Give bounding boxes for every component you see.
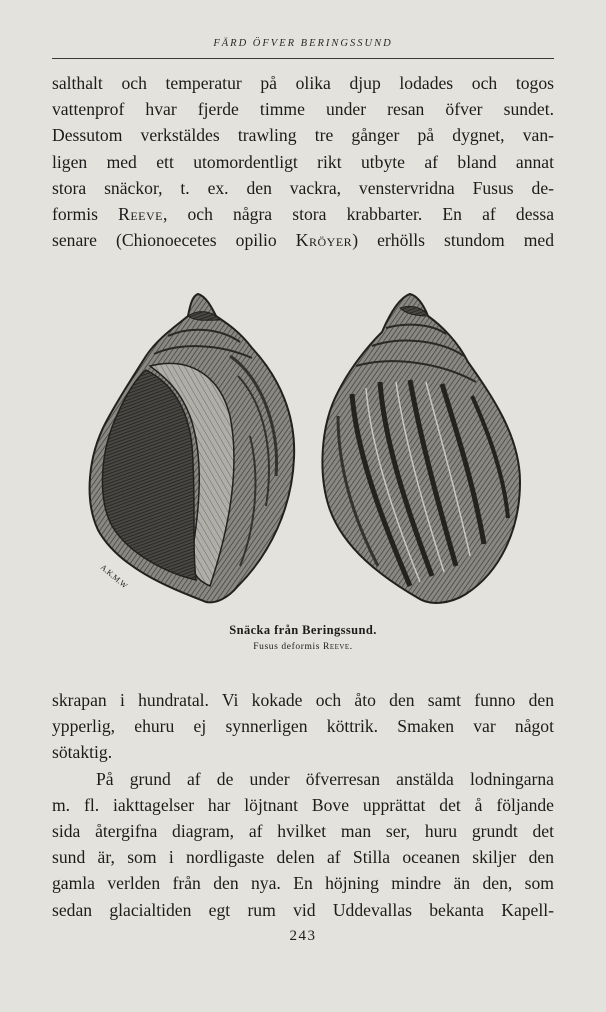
bottom-paragraph [52,687,554,923]
text-fragment: , och några stora krabbarter. En af dessa [162,204,555,225]
top-paragraph [52,70,554,253]
text-fragment: ) erhölls stundom med [352,230,554,251]
text-line: m. fl. iakttagelser har löjtnant Bove upprättat det å följande [52,794,554,815]
text-line: sedan glacialtiden egt rum vid Uddevallas bekanta Kapell- [52,899,554,920]
text-line [52,227,554,253]
shell-engraving [80,286,540,616]
text-fragment: formis [52,204,119,225]
text-line: salthalt och temperatur på olika djup lodades och togos [52,73,554,93]
text-line: På grund af de under öfverresan anstälda lodningarna [96,768,554,789]
text-line: sida återgifna diagram, af hvilket man ser, huru grundt det [52,821,554,842]
text-line: ligen med ett utomordentligt rikt utbyte af bland annat [52,151,554,172]
engraver-mark: A.K.M.W [98,562,130,591]
author-name: Reeve [322,642,350,652]
text-line [52,201,554,227]
page-number: 243 [289,928,317,944]
shell-aperture-view [90,294,295,602]
text-fragment: senare (Chionoecetes opilio [52,230,296,251]
text-line: sötaktig. [52,742,113,763]
species-name: Fusus deformis [253,642,323,652]
running-head: FÄRD ÖFVER BERINGSSUND [213,38,393,49]
figure-caption-title: Snäcka från Beringssund. [229,623,377,637]
author-name: Reeve [118,204,163,225]
text-line: Dessutom verkstäldes trawling tre gånger på dygnet, van- [52,125,554,146]
header-rule [52,58,554,59]
text-line: ypperlig, ehuru ej synnerligen köttrik. Smaken var något [52,716,554,737]
text-line: skrapan i hundratal. Vi kokade och åto den samt funno den [52,690,554,710]
text-line: vattenprof hvar fjerde timme under resan öfver sundet. [52,99,554,120]
text-line: stora snäckor, t. ex. den vackra, venstervridna Fusus de- [52,177,554,198]
text-line: sund är, som i nordligaste delen af Stilla oceanen skiljer den [52,847,554,868]
text-line: gamla verlden från den nya. En höjning mindre än den, som [52,873,554,894]
figure-caption-species [0,642,606,652]
shell-dorsal-view [322,294,520,603]
author-name: Kröyer [295,230,353,251]
caption-period: . [349,642,353,652]
